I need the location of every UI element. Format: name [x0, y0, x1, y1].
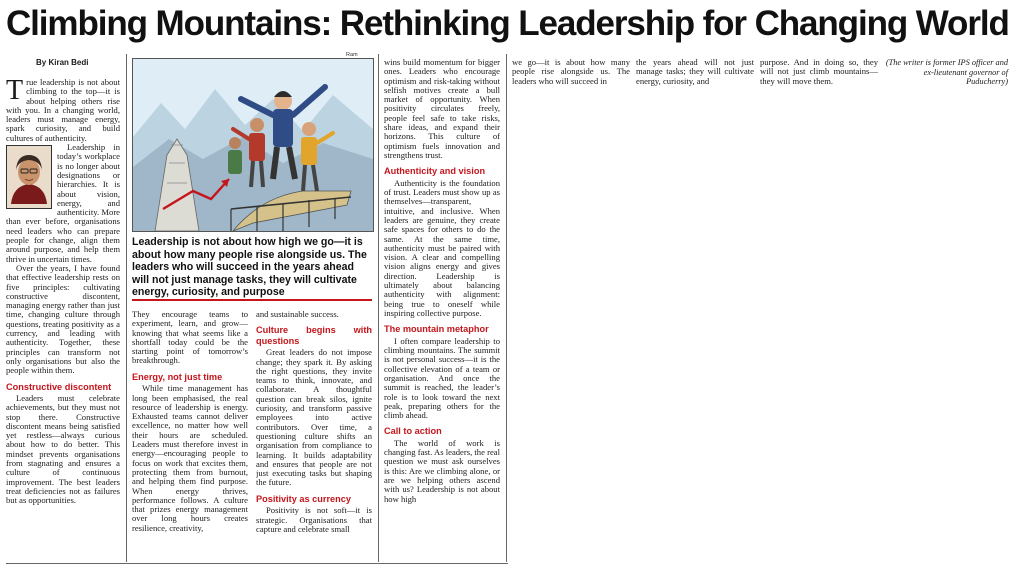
pull-quote-rule [132, 299, 372, 301]
headline: Climbing Mountains: Rethinking Leadership for Changing World [6, 4, 1009, 43]
paragraph: Leadership in today’s workplace is no longer about designations or hierarchies. It is about vision, energy, and authenticity. More than ever before, organisations need leaders who can prepare people for change, align them around purpose, and help them thrive in uncertain times. [6, 142, 120, 264]
paragraph: and sustainable success. [256, 310, 339, 319]
illustration-credit: Ram [346, 52, 358, 58]
paragraph: wins build momentum for bigger ones. Leaders who encourage optimism and risk-taking without selfish motives create a bull market of opportunity. When positivity circulates freely, people feel safe to take risks, share ideas, and expand their horizons. This culture of optimism fuels innovation and strengthens trust. [384, 58, 500, 160]
article-column-6 [636, 58, 754, 90]
paragraph: the years ahead will not just manage tasks; they will cultivate energy, curiosity, and [636, 58, 754, 86]
article-column-7 [760, 58, 878, 90]
subheading: Call to action [384, 426, 442, 437]
paragraph: Authenticity is the foundation of trust. Leaders must show up as themselves—transparent, intuitive, and inclusive. When leaders are genuine, they create safe spaces for others to do the same. At the same time, authenticity must be paired with vision. A clear and compelling vision aligns energy and gives direction. Leadership is ultimately about balancing authenticity with alignment: being true to oneself while inspiring collective purpose. [384, 177, 500, 318]
byline: By Kiran Bedi [36, 58, 89, 67]
author-photo [6, 145, 52, 209]
article-column-5 [512, 58, 630, 90]
subheading: The mountain metaphor [384, 324, 489, 335]
article-column-1 [6, 78, 120, 562]
article-column-4 [384, 58, 500, 562]
paragraph: Leaders must celebrate achievements, but they must not stop there. Constructive discontent means being satisfied yet restless—always curious about how to do better. This mindset prevents organisations from stagnating and ensures a culture of continuous improvement. The best leaders treat deficiencies not as failures but as opportunities. [6, 393, 120, 506]
paragraph: rue leadership is not about climbing to the top—it is about helping others rise with you. In a changing world, leaders must manage energy, spark curiosity, and build cultures of authenticity. [6, 78, 120, 143]
author-endnote: (The writer is former IPS officer and ex-lieutenant governor of Puducherry) [885, 58, 1008, 87]
subheading: Culture begins with questions [256, 325, 372, 346]
paragraph: While time management has long been emphasised, the real resource of leadership is energy. Exhausted teams cannot deliver excellence, no matter how well their hours are scheduled. Leaders must therefore invest in energy—encouraging people to focus on work that excites them, protecting them from burnout, and helping them find purpose. When energy thrives, performance follows. A culture that prizes energy management over long hours creates resilience, creativity, [132, 383, 248, 533]
paragraph: They encourage teams to experiment, learn, and grow—knowing that what seems like a shortfall today could be the starting point of tomorrow’s breakthrough. [132, 310, 248, 366]
pull-quote: Leadership is not about how high we go—it is about how many people rise alongside us. The leaders who will succeed in the years ahead will not just manage tasks, they will cultivate energy, curiosity, and purpose [132, 236, 367, 299]
paragraph: Over the years, I have found that effective leadership rests on five principles: cultivating constructive discontent, managing energy rather than just time, changing culture through questions, treating positivity as a currency, and leading with authenticity. Together, these principles can transform not only organisations but also the people within them. [6, 262, 120, 376]
column-rule [378, 54, 379, 562]
illustration [132, 58, 374, 232]
drop-cap: T [6, 78, 24, 106]
mountain-climbers-illustration [133, 59, 373, 231]
subheading: Energy, not just time [132, 371, 223, 382]
paragraph: Positivity is not soft—it is strategic. Organisations that capture and celebrate small [256, 505, 372, 534]
paragraph: Great leaders do not impose change; they spark it. By asking the right questions, they invite teams to think, innovate, and collaborate. A thoughtful question can break silos, ignite curiosity, and transform passive employees into active contributors. Over time, a questioning culture shifts an organisation from compliance to learning. It builds adaptability and ensures that people are not just executing tasks but shaping the future. [256, 347, 372, 488]
article-column-3 [256, 310, 372, 562]
paragraph: we go—it is about how many people rise alongside us. The leaders who will succeed in [512, 58, 630, 86]
subheading: Authenticity and vision [384, 166, 486, 177]
subheading: Constructive discontent [6, 381, 112, 392]
article-column-2 [132, 310, 248, 562]
column-rule [506, 54, 507, 562]
paragraph: I often compare leadership to climbing mountains. The summit is not personal success—it is the collective elevation of a team or organisation. And once the summit is reached, the leader’s role is to look toward the next peak, preparing others for the climb ahead. [384, 335, 500, 421]
paragraph: purpose. And in doing so, they will not just climb mountains—they will move them. [760, 58, 878, 86]
author-portrait-image [7, 146, 51, 208]
subheading: Positivity as currency [256, 493, 351, 504]
bottom-rule [6, 563, 508, 564]
paragraph: The world of work is changing fast. As leaders, the real question we must ask ourselves is this: Are we climbing alone, or are we helping others ascend with us? Leadership is not about how high [384, 437, 500, 504]
column-rule [126, 54, 127, 562]
